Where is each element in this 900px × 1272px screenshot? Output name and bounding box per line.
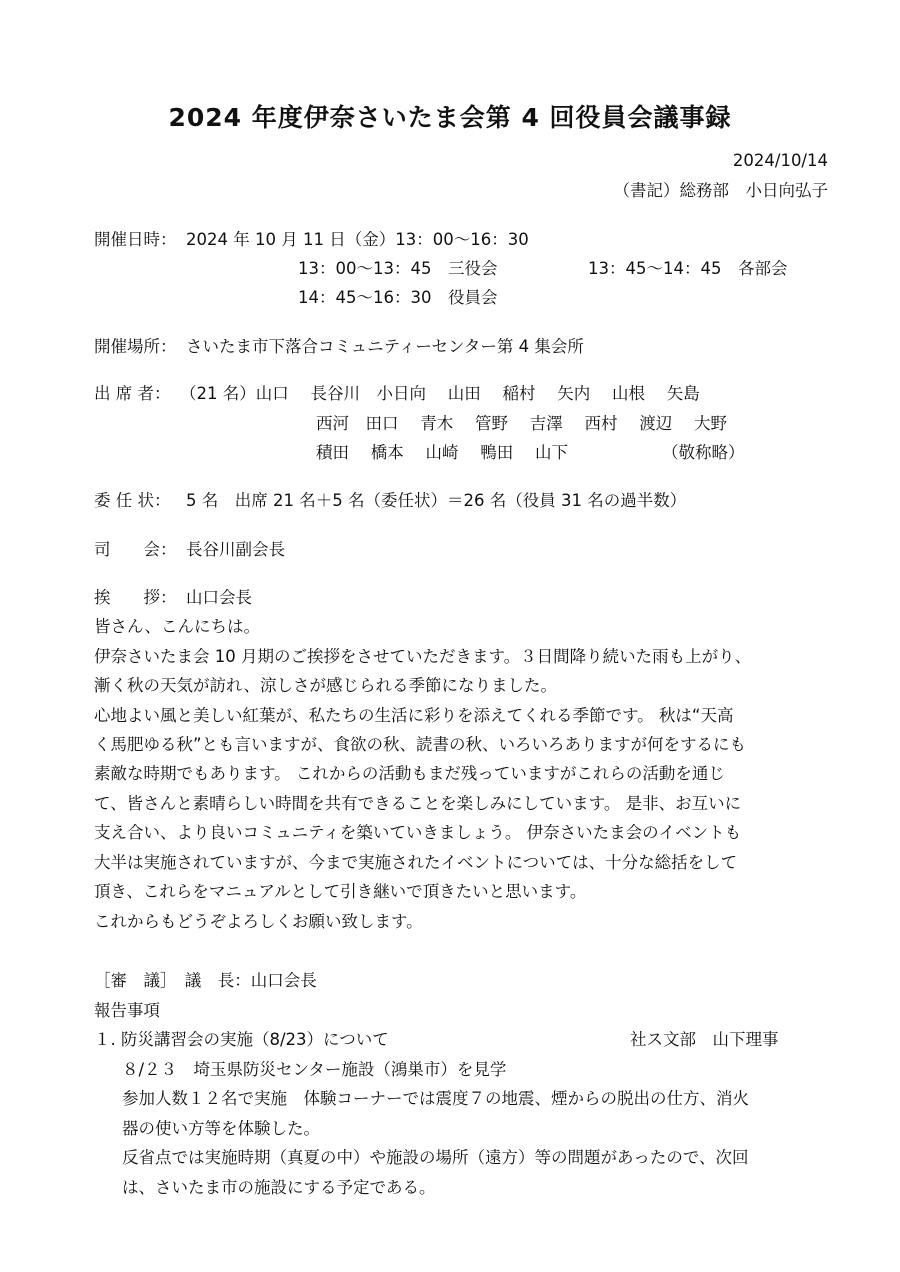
meeting-time-label: 開催日時： (94, 230, 177, 249)
document-title: 2024 年度伊奈さいたま会第 4 回役員会議事録 (168, 103, 732, 132)
attendees-line3: 積田 橋本 山崎 鴨田 山下 (316, 443, 568, 462)
venue-label: 開催場所： (94, 337, 177, 356)
greeting-line: く馬肥ゆる秋”とも言いますが、食欲の秋、読書の秋、いろいろありますが何をするにも (94, 735, 747, 754)
document-date: 2024/10/14 (732, 151, 828, 170)
report-item1-line: 反省点では実施時期（真夏の中）や施設の場所（遠方）等の問題があったので、次回 (122, 1148, 749, 1167)
report-item1-dept: 社ス文部 山下理事 (630, 1030, 779, 1049)
greeting-line: 心地よい風と美しい紅葉が、私たちの生活に彩りを添えてくれる季節です。 秋は“天高 (94, 706, 734, 725)
meeting-time-yakuinkai: 14：45～16：30 役員会 (298, 288, 498, 307)
venue-value: さいたま市下落合コミュニティーセンター第 4 集会所 (186, 337, 584, 356)
meeting-time-line1: 2024 年 10 月 11 日（金）13：00～16：30 (186, 230, 529, 249)
greeting-line: 支え合い、より良いコミュニティを築いていきましょう。 伊奈さいたま会のイベントも (94, 823, 742, 842)
greeting-line: 皆さん、こんにちは。 (94, 617, 260, 636)
meeting-time-sankai: 13：00～13：45 三役会 (298, 259, 498, 278)
greeting-speaker: 山口会長 (186, 588, 252, 607)
attendees-line1: （21 名）山口 長谷川 小日向 山田 稲村 矢内 山根 矢島 (180, 384, 700, 403)
report-item1-line: 器の使い方等を体験した。 (122, 1119, 320, 1138)
greeting-line: 大半は実施されていますが、今まで実施されたイベントについては、十分な総括をして (94, 853, 738, 872)
greeting-line: これからもどうぞよろしくお願い致します。 (94, 912, 423, 931)
report-item1-line: ８/２３ 埼玉県防災センター施設（鴻巣市）を見学 (122, 1060, 507, 1079)
attendees-note: （敬称略） (662, 443, 745, 462)
attendees-line2: 西河 田口 青木 管野 吉澤 西村 渡辺 大野 (316, 414, 727, 433)
deliberation-header: ［審 議］ 議 長：山口会長 (94, 971, 317, 990)
greeting-label: 挨 拶： (94, 588, 177, 607)
attendees-label: 出 席 者： (94, 384, 171, 403)
mc-value: 長谷川副会長 (186, 540, 285, 559)
greeting-line: て、皆さんと素晴らしい時間を共有できることを楽しみにしています。 是非、お互いに (94, 794, 742, 813)
proxy-value: 5 名 出席 21 名＋5 名（委任状）＝26 名（役員 31 名の過半数） (186, 491, 687, 510)
meeting-time-bukai: 13：45～14：45 各部会 (588, 259, 788, 278)
report-header: 報告事項 (94, 1001, 160, 1020)
proxy-label: 委 任 状： (94, 491, 171, 510)
report-item1-line: 参加人数１２名で実施 体験コーナーでは震度７の地震、煙からの脱出の仕方、消火 (122, 1089, 749, 1108)
mc-label: 司 会： (94, 540, 177, 559)
greeting-line: 頂き、これらをマニュアルとして引き継いで頂きたいと思います。 (94, 882, 587, 901)
recorder-line: （書記）総務部 小日向弘子 (613, 181, 828, 200)
greeting-line: 漸く秋の天気が訪れ、涼しさが感じられる季節になりました。 (94, 676, 557, 695)
greeting-line: 素敵な時期でもあります。 これからの活動もまだ残っていますがこれらの活動を通じ (94, 764, 725, 783)
greeting-line: 伊奈さいたま会 10 月期のご挨拶をさせていただきます。３日間降り続いた雨も上がり、 (94, 647, 752, 666)
report-item1-line: は、さいたま市の施設にする予定である。 (122, 1178, 436, 1197)
report-item1-title: １. 防災講習会の実施（8/23）について (94, 1030, 389, 1049)
